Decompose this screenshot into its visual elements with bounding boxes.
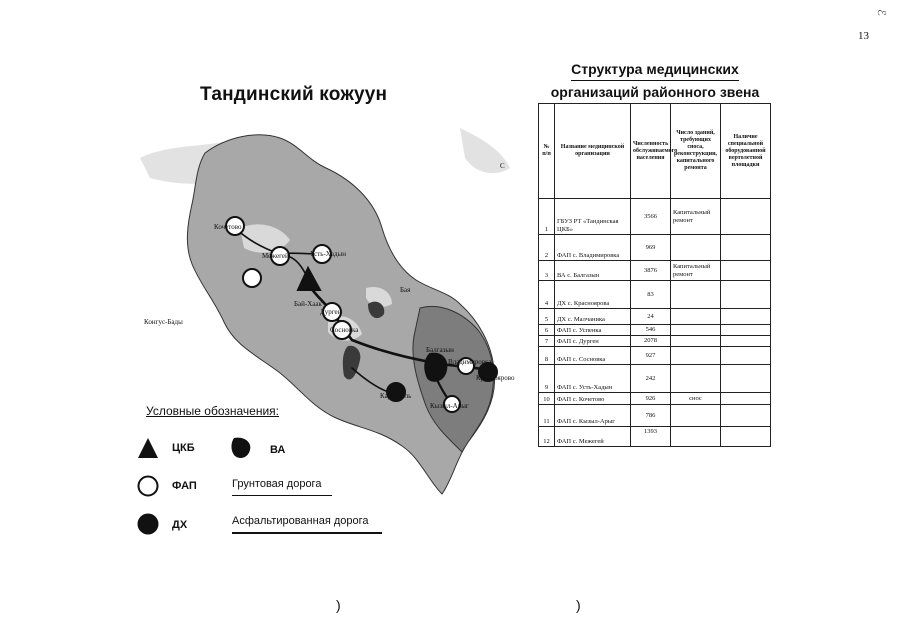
label-kyzyl-aryg: Кызыл-Арыг — [430, 402, 469, 410]
cell-name: ДХ с. Малчаника — [555, 309, 631, 325]
cell-helipad — [721, 405, 771, 427]
header-repair: Число зданий, требующих сноса, реконструкции, капитального ремонта — [671, 104, 721, 199]
legend-label-dh: ДХ — [172, 519, 188, 531]
cell-repair: Капитальный ремонт — [671, 199, 721, 235]
label-sosnovka: Сосновка — [330, 326, 359, 334]
page-number: 13 — [858, 30, 869, 42]
label-c-mark: С — [500, 162, 505, 170]
table-row — [539, 199, 771, 235]
table-row — [539, 325, 771, 336]
cell-repair — [671, 427, 721, 447]
cell-helipad — [721, 325, 771, 336]
cell-num: 4 — [539, 281, 555, 309]
header-helipad: Наличие специальной оборудованной вертолетной площадки — [721, 104, 771, 199]
cell-helipad — [721, 309, 771, 325]
label-mazhalyg: Межегей — [262, 252, 289, 260]
table-row — [539, 261, 771, 281]
cell-num: 12 — [539, 427, 555, 447]
va-marker-balgazyn — [425, 354, 446, 381]
cell-num: 8 — [539, 347, 555, 365]
table-row — [539, 365, 771, 393]
cell-pop: 926 — [631, 393, 671, 405]
filled-circle-icon — [136, 512, 160, 536]
cell-repair — [671, 336, 721, 347]
header-number: № п/п — [539, 104, 555, 199]
cell-repair — [671, 365, 721, 393]
cell-pop: 83 — [631, 281, 671, 309]
header-name: Название медицинской организации — [555, 104, 631, 199]
cell-helipad — [721, 261, 771, 281]
cell-pop: 969 — [631, 235, 671, 261]
legend-label-ckb: ЦКБ — [172, 442, 195, 454]
cell-name: ВА с. Балгазын — [555, 261, 631, 281]
cell-pop: 546 — [631, 325, 671, 336]
open-circle-icon — [136, 474, 160, 498]
table-row — [539, 336, 771, 347]
cell-repair — [671, 347, 721, 365]
legend-road-asphalt-line — [232, 532, 382, 534]
medical-organizations-table — [538, 103, 771, 447]
cell-helipad — [721, 393, 771, 405]
cell-num: 3 — [539, 261, 555, 281]
label-krasnoyarovka: Красноярово — [476, 374, 515, 382]
label-bai-haak: Бай-Хаак — [294, 300, 322, 308]
legend-road-dirt-line — [232, 495, 332, 496]
cell-repair — [671, 281, 721, 309]
cell-helipad — [721, 235, 771, 261]
leaf-icon — [228, 434, 254, 462]
cell-name: ФАП с. Усть-Хадын — [555, 365, 631, 393]
cell-num: 1 — [539, 199, 555, 235]
cell-helipad — [721, 199, 771, 235]
cell-name: ФАП с. Межегей — [555, 427, 631, 447]
cell-pop: 3876 — [631, 261, 671, 281]
table-row — [539, 281, 771, 309]
header-population: Численность обслуживаемого населения — [631, 104, 671, 199]
cell-helipad — [721, 347, 771, 365]
bottom-mark-right: ) — [576, 597, 581, 613]
corner-scribble: ℰ — [874, 9, 887, 16]
legend-road-dirt-label: Грунтовая дорога — [232, 478, 322, 490]
table-row — [539, 393, 771, 405]
cell-repair — [671, 325, 721, 336]
cell-repair — [671, 235, 721, 261]
fap-marker-uspenka — [243, 269, 261, 287]
cell-num: 10 — [539, 393, 555, 405]
cell-pop: 242 — [631, 365, 671, 393]
label-ust-hadyn: Усть-Хадын — [310, 250, 346, 258]
label-kara-hol: Кара-Холь — [380, 392, 412, 400]
label-durgen: Дурген — [320, 308, 342, 316]
table-row — [539, 347, 771, 365]
cell-repair — [671, 309, 721, 325]
legend-label-va: ВА — [270, 444, 286, 456]
cell-name: ФАП с. Владимировка — [555, 235, 631, 261]
cell-repair: снос — [671, 393, 721, 405]
bottom-mark-left: ) — [336, 597, 341, 613]
cell-helipad — [721, 365, 771, 393]
cell-repair: Капитальный ремонт — [671, 261, 721, 281]
cell-name: ФАП с. Успенка — [555, 325, 631, 336]
table-header-row — [539, 104, 771, 199]
cell-helipad — [721, 427, 771, 447]
cell-num: 5 — [539, 309, 555, 325]
cell-repair — [671, 405, 721, 427]
cell-num: 11 — [539, 405, 555, 427]
table-row — [539, 309, 771, 325]
cell-pop: 2078 — [631, 336, 671, 347]
cell-num: 9 — [539, 365, 555, 393]
cell-helipad — [721, 281, 771, 309]
cell-pop: 3566 — [631, 199, 671, 235]
legend-title: Условные обозначения: — [146, 404, 279, 418]
legend-road-asphalt-label: Асфальтированная дорога — [232, 515, 369, 527]
table-row — [539, 235, 771, 261]
cell-pop: 24 — [631, 309, 671, 325]
table-row — [539, 427, 771, 447]
label-vladimirovka: Владимировка — [448, 358, 492, 366]
map-title: Тандинский кожуун — [200, 84, 388, 105]
table-row — [539, 405, 771, 427]
cell-name: ФАП с. Сосновка — [555, 347, 631, 365]
cell-name: ГБУЗ РТ «Тандинская ЦКБ» — [555, 199, 631, 235]
label-balgazyn: Балгазын — [426, 346, 454, 354]
cell-pop: 1393 — [631, 427, 671, 447]
triangle-icon — [136, 436, 160, 460]
cell-num: 7 — [539, 336, 555, 347]
cell-name: ФАП с. Кызыл-Арыг — [555, 405, 631, 427]
cell-num: 6 — [539, 325, 555, 336]
label-east-mark: Бая — [400, 286, 411, 294]
cell-pop: 786 — [631, 405, 671, 427]
cell-pop: 927 — [631, 347, 671, 365]
label-kongus: Конгус-Бады — [144, 318, 183, 326]
cell-name: ФАП с. Дурген — [555, 336, 631, 347]
table-title — [530, 58, 780, 104]
district-map — [130, 108, 520, 498]
cell-helipad — [721, 336, 771, 347]
cell-name: ФАП с. Кочетово — [555, 393, 631, 405]
table-title-line2: организаций районного звена — [551, 81, 760, 104]
cell-name: ДХ с. Красноярова — [555, 281, 631, 309]
cell-num: 2 — [539, 235, 555, 261]
label-koketovo: Кочетово — [214, 223, 242, 231]
legend-label-fap: ФАП — [172, 480, 197, 492]
table-title-line1: Структура медицинских — [571, 58, 739, 81]
